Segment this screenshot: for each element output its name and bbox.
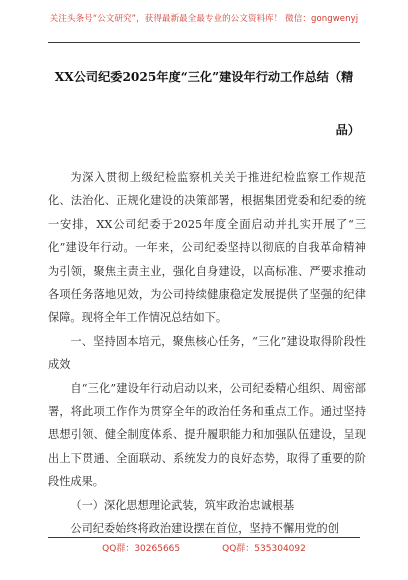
document-header <box>0 0 408 36</box>
header-divider <box>48 42 360 43</box>
paragraph-intro: 为深入贯彻上级纪检监察机关关于推进纪检监察工作规范化、法治化、正规化建设的决策部署，根据集团党委和纪委的统一安排，XX公司纪委于2025年度全面启动并扎实开展了“三化”建设年行动。一年来，公司纪委坚持以彻底的自我革命精神为引领，聚焦主责主业，强化自身建设，以高标准、严要求推动各项任务落地见效，为公司持续健康稳定发展提供了坚强的纪律保障。现将全年工作情况总结如下。 <box>48 171 366 325</box>
document-title-line-2: 品） <box>335 123 360 137</box>
document-title-line-1: XX公司纪委2025年度“三化”建设年行动工作总结（精 <box>54 70 354 84</box>
paragraph-subsection-1: 公司纪委始终将政治建设摆在首位，坚持不懈用党的创 <box>70 522 339 536</box>
header-promo-text: 关注头条号“公文研究”，获得最新最全最专业的公文资料库！ 微信：gongwenyj <box>49 14 359 24</box>
document-footer <box>0 541 408 559</box>
paragraph-section-1: 自“三化”建设年行动启动以来，公司纪委精心组织、周密部署，将此项工作作为贯穿全年的政治任务和重点工作。通过坚持思想引领、健全制度体系、提升履职能力和加强队伍建设，呈现出上下贯通、全面联动、系统发力的良好态势，取得了重要的阶段性成果。 <box>48 381 366 489</box>
footer-divider <box>48 537 360 538</box>
subsection-heading-1: （一）深化思想理论武装，筑牢政治忠诚根基 <box>70 498 295 512</box>
document-body <box>48 166 366 541</box>
footer-qq-group-1: QQ群：30265665 <box>102 544 181 554</box>
footer-qq-group-2: QQ群：535304092 <box>222 544 306 554</box>
section-heading-1: 一、坚持固本培元，聚焦核心任务，“三化”建设取得阶段性成效 <box>48 334 366 372</box>
